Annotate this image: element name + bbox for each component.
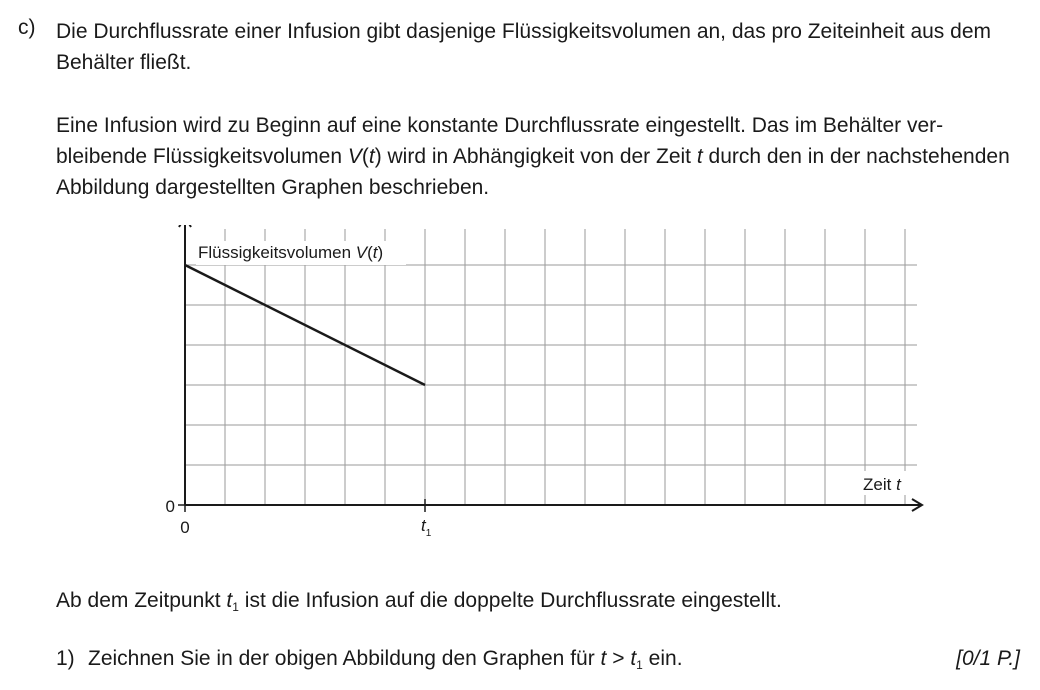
y-zero-tick-label: 0	[165, 497, 175, 516]
volume-time-chart	[150, 225, 940, 545]
task-math-t: t	[600, 647, 607, 670]
t1-tick-label	[421, 516, 432, 539]
description-paragraph	[56, 110, 1021, 203]
task-text	[88, 647, 683, 672]
y-axis-label	[198, 243, 383, 262]
part-label: c)	[18, 16, 36, 39]
note-part1: Ab dem Zeitpunkt	[56, 589, 227, 612]
chart-axes	[178, 225, 922, 512]
time-symbol-2: t	[696, 145, 703, 168]
task-math-gt: >	[606, 647, 631, 670]
note-sub: 1	[232, 600, 239, 614]
note-paragraph	[56, 585, 782, 623]
description-part3: durch den in der nachstehenden Abbildung dargestellten Graphen beschrieben.	[56, 145, 1010, 199]
x-axis-label-text: Zeit	[863, 475, 897, 494]
y-axis-label-var: t	[372, 243, 378, 262]
intro-paragraph: Die Durchflussrate einer Infusion gibt dasjenige Flüssigkeitsvolumen an, das pro Zeiteinheit aus dem Behälter fließt.	[56, 20, 991, 74]
t1-tick-label-sub: 1	[425, 528, 432, 539]
time-symbol: t	[368, 145, 375, 168]
x-axis-label-var: t	[896, 475, 901, 494]
chart-grid	[185, 229, 917, 505]
task-math-t1: t	[630, 647, 637, 670]
x-zero-tick-label: 0	[180, 518, 190, 537]
description-part1: Eine Infusion wird zu Beginn auf eine konstante Durchflussrate eingestellt. Das im Behälter verbleibende Flüssigkeitsvolumen	[56, 114, 944, 168]
note-part2: ist die Infusion auf die doppelte Durchflussrate eingestellt.	[238, 589, 782, 612]
task-text-before: Zeichnen Sie in der obigen Abbildung den Graphen für	[88, 647, 601, 670]
points-indicator: [0/1 P.]	[956, 647, 1020, 670]
t1-tick-label-base: t	[421, 516, 426, 535]
task-math-sub: 1	[636, 658, 643, 672]
volume-symbol: V	[347, 145, 362, 168]
y-axis-label-paren-open: (	[367, 243, 373, 262]
y-axis-label-symbol: V	[355, 243, 368, 262]
y-axis-label-text: Flüssigkeitsvolumen	[198, 243, 356, 262]
description-part2: ) wird in Abhängigkeit von der Zeit	[374, 145, 697, 168]
paren-open: (	[361, 145, 369, 168]
y-axis-label-paren-close: )	[377, 243, 384, 262]
x-axis-label	[863, 475, 902, 494]
task-text-after: ein.	[642, 647, 683, 670]
note-var: t	[226, 589, 233, 612]
task-number: 1)	[56, 647, 75, 670]
